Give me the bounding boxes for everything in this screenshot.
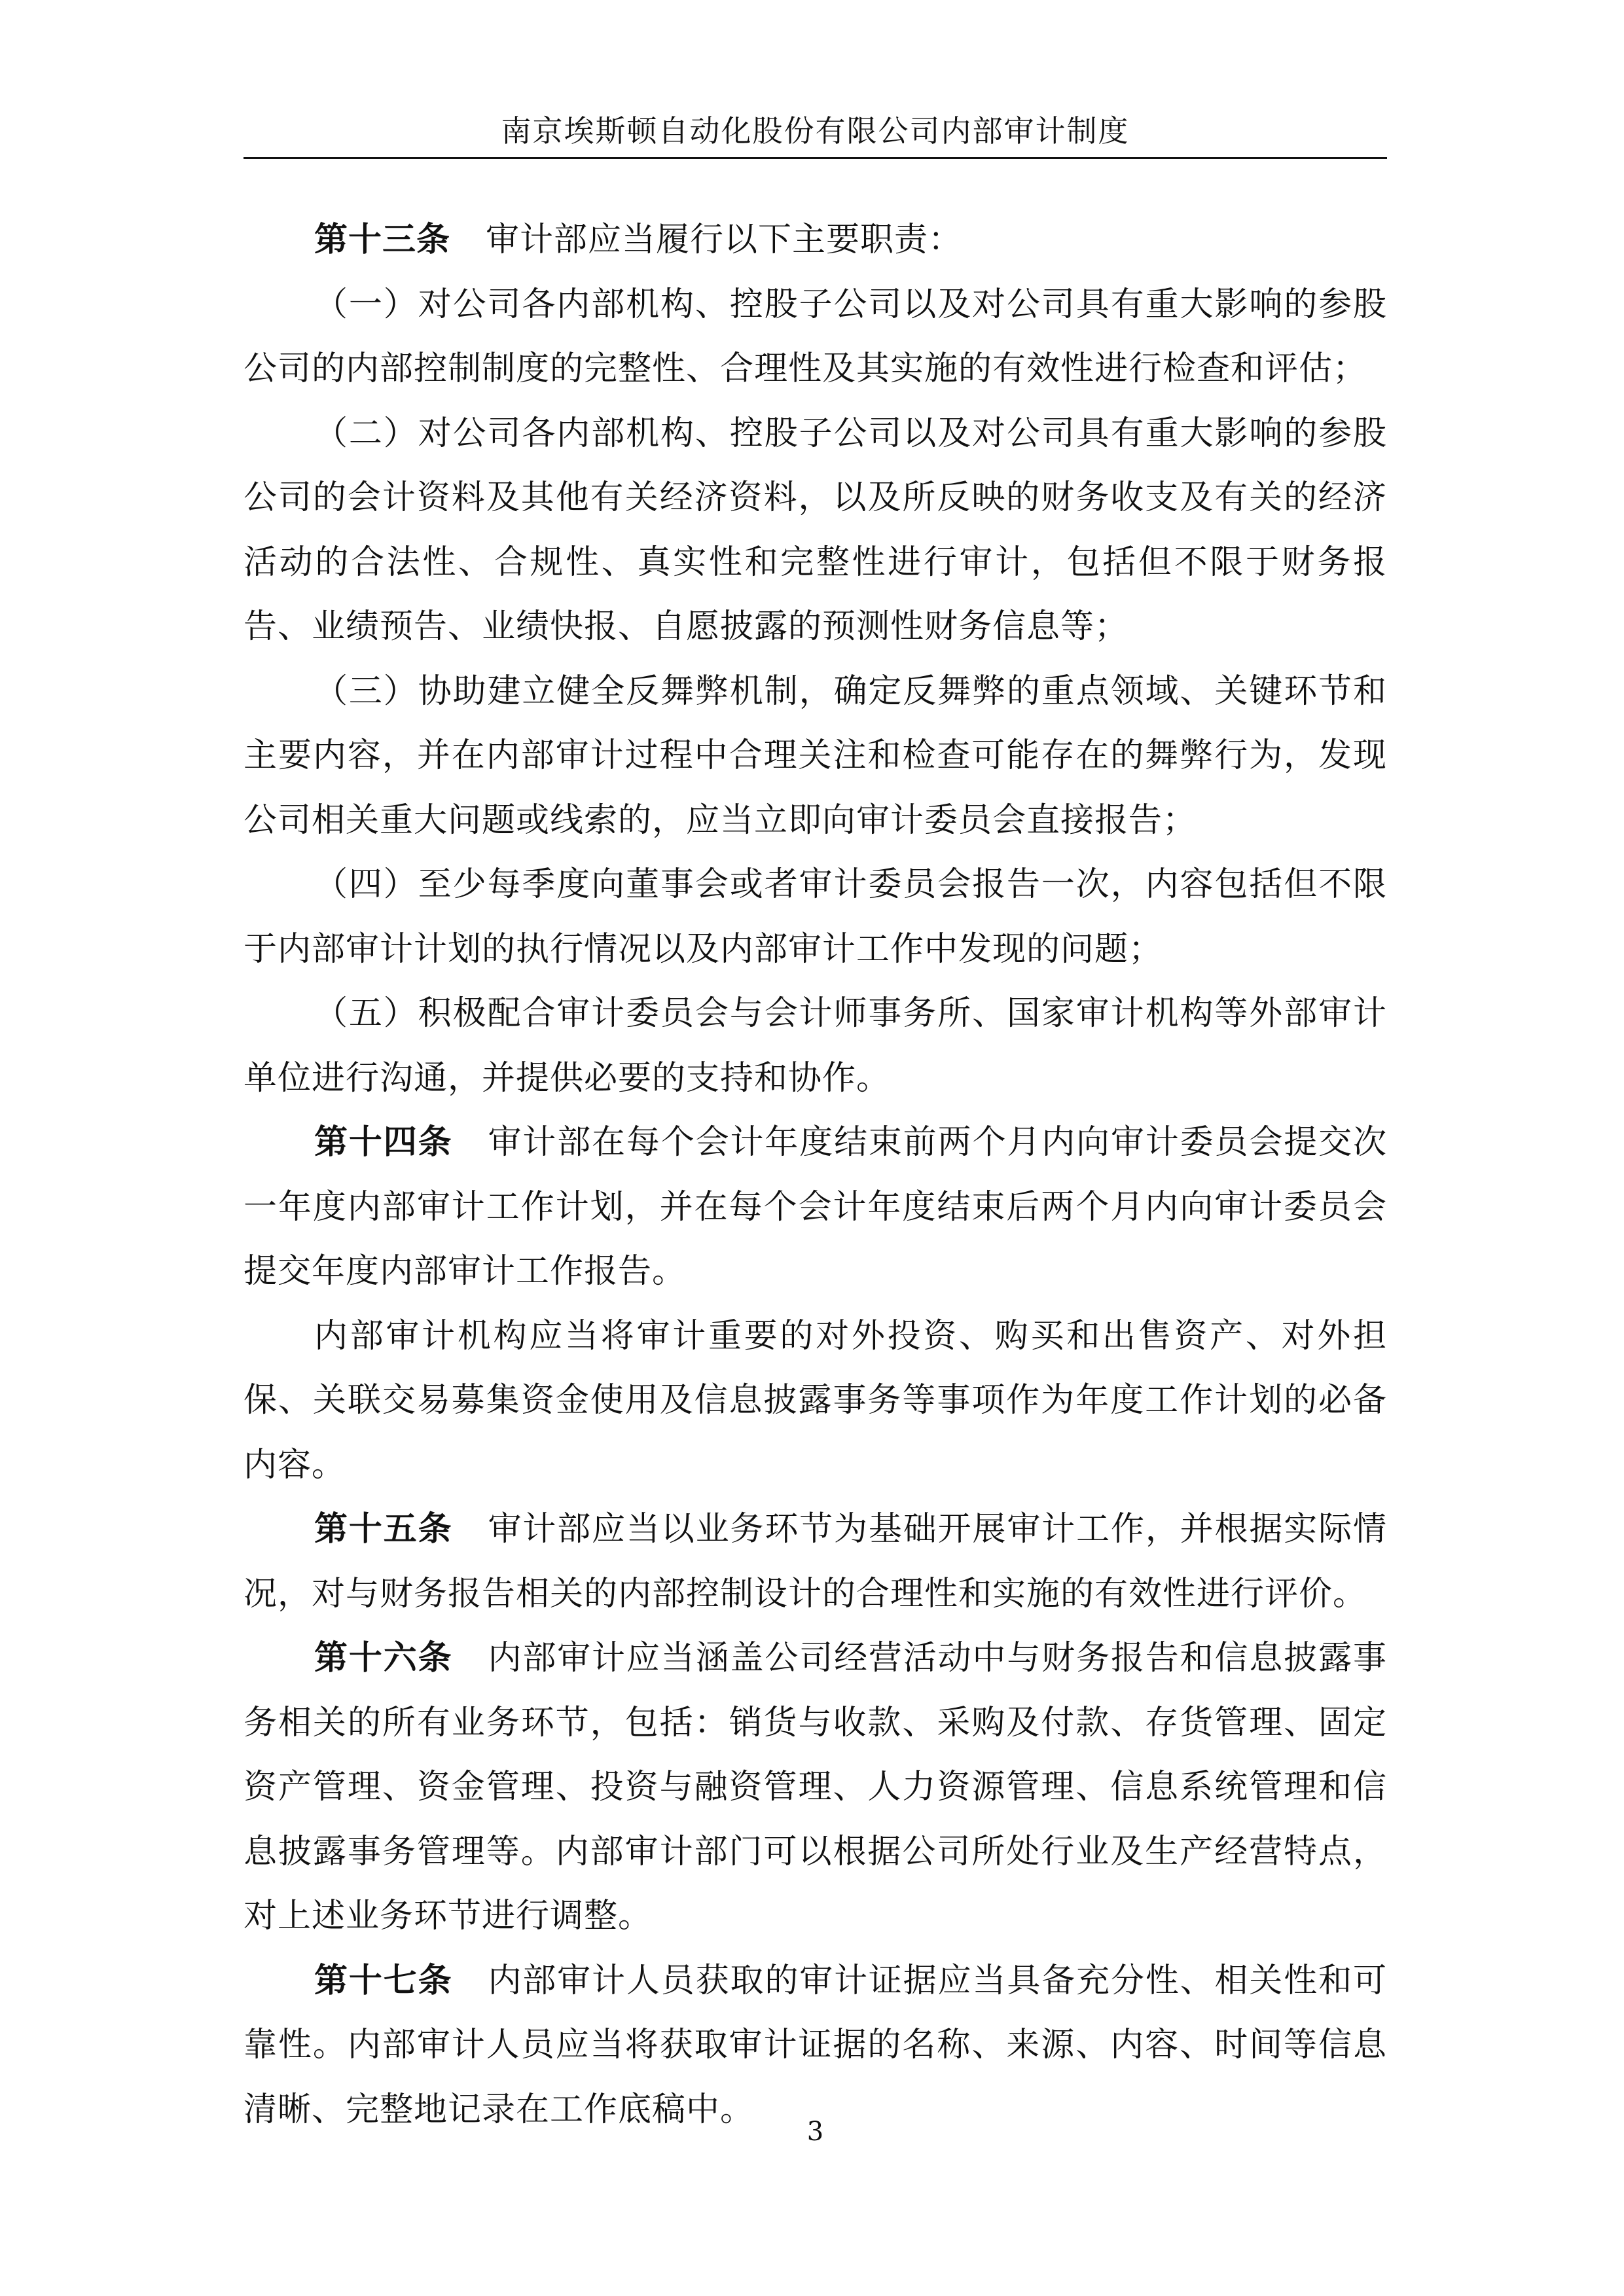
article-number: 第十三条 [314, 221, 451, 259]
duty-item-1: （一）对公司各内部机构、控股子公司以及对公司具有重大影响的参股公司的内部控制制度的完整性、合理性及其实施的有效性进行检查和评估； [244, 285, 1387, 388]
article-text: 审计部应当履行以下主要职责： [486, 221, 963, 259]
duty-item-5: （五）积极配合审计委员会与会计师事务所、国家审计机构等外部审计单位进行沟通，并提供必要的支持和协作。 [244, 994, 1387, 1098]
article-text: 审计部应当以业务环节为基础开展审计工作，并根据实际情况，对与财务报告相关的内部控制设计的合理性和实施的有效性进行评价。 [244, 1510, 1387, 1613]
article-number: 第十五条 [314, 1510, 453, 1549]
document-body [244, 208, 1387, 2142]
duty-item-4: （四）至少每季度向董事会或者审计委员会报告一次，内容包括但不限于内部审计计划的执行情况以及内部审计工作中发现的问题； [244, 865, 1387, 969]
article-14-continuation: 内部审计机构应当将审计重要的对外投资、购买和出售资产、对外担保、关联交易募集资金使用及信息披露事务等事项作为年度工作计划的必备内容。 [244, 1316, 1387, 1484]
page-number: 3 [806, 2117, 824, 2147]
article-13-paragraph [244, 208, 1387, 273]
article-number: 第十六条 [314, 1639, 453, 1677]
header-divider [244, 157, 1387, 159]
article-number: 第十四条 [314, 1123, 453, 1162]
article-16-paragraph [244, 1626, 1387, 1949]
article-17-paragraph [244, 1949, 1387, 2143]
article-text: 内部审计人员获取的审计证据应当具备充分性、相关性和可靠性。内部审计人员应当将获取审计证据的名称、来源、内容、时间等信息清晰、完整地记录在工作底稿中。 [244, 1961, 1387, 2129]
article-14-paragraph [244, 1111, 1387, 1304]
article-15-paragraph [244, 1498, 1387, 1626]
article-text: 审计部在每个会计年度结束前两个月内向审计委员会提交次一年度内部审计工作计划，并在每个会计年度结束后两个月内向审计委员会提交年度内部审计工作报告。 [244, 1123, 1387, 1291]
article-text: 内部审计应当涵盖公司经营活动中与财务报告和信息披露事务相关的所有业务环节，包括：销货与收款、采购及付款、存货管理、固定资产管理、资金管理、投资与融资管理、人力资源管理、信息系统管理和信息披露事务管理等。内部审计部门可以根据公司所处行业及生产经营特点，对上述业务环节进行调整。 [244, 1639, 1387, 1935]
duty-item-2: （二）对公司各内部机构、控股子公司以及对公司具有重大影响的参股公司的会计资料及其他有关经济资料，以及所反映的财务收支及有关的经济活动的合法性、合规性、真实性和完整性进行审计，包括但不限于财务报告、业绩预告、业绩快报、自愿披露的预测性财务信息等； [244, 414, 1387, 646]
article-number: 第十七条 [314, 1961, 453, 2000]
duty-item-3: （三）协助建立健全反舞弊机制，确定反舞弊的重点领域、关键环节和主要内容，并在内部审计过程中合理关注和检查可能存在的舞弊行为，发现公司相关重大问题或线索的，应当立即向审计委员会直接报告； [244, 672, 1387, 840]
page-header-title: 南京埃斯顿自动化股份有限公司内部审计制度 [501, 113, 1130, 149]
